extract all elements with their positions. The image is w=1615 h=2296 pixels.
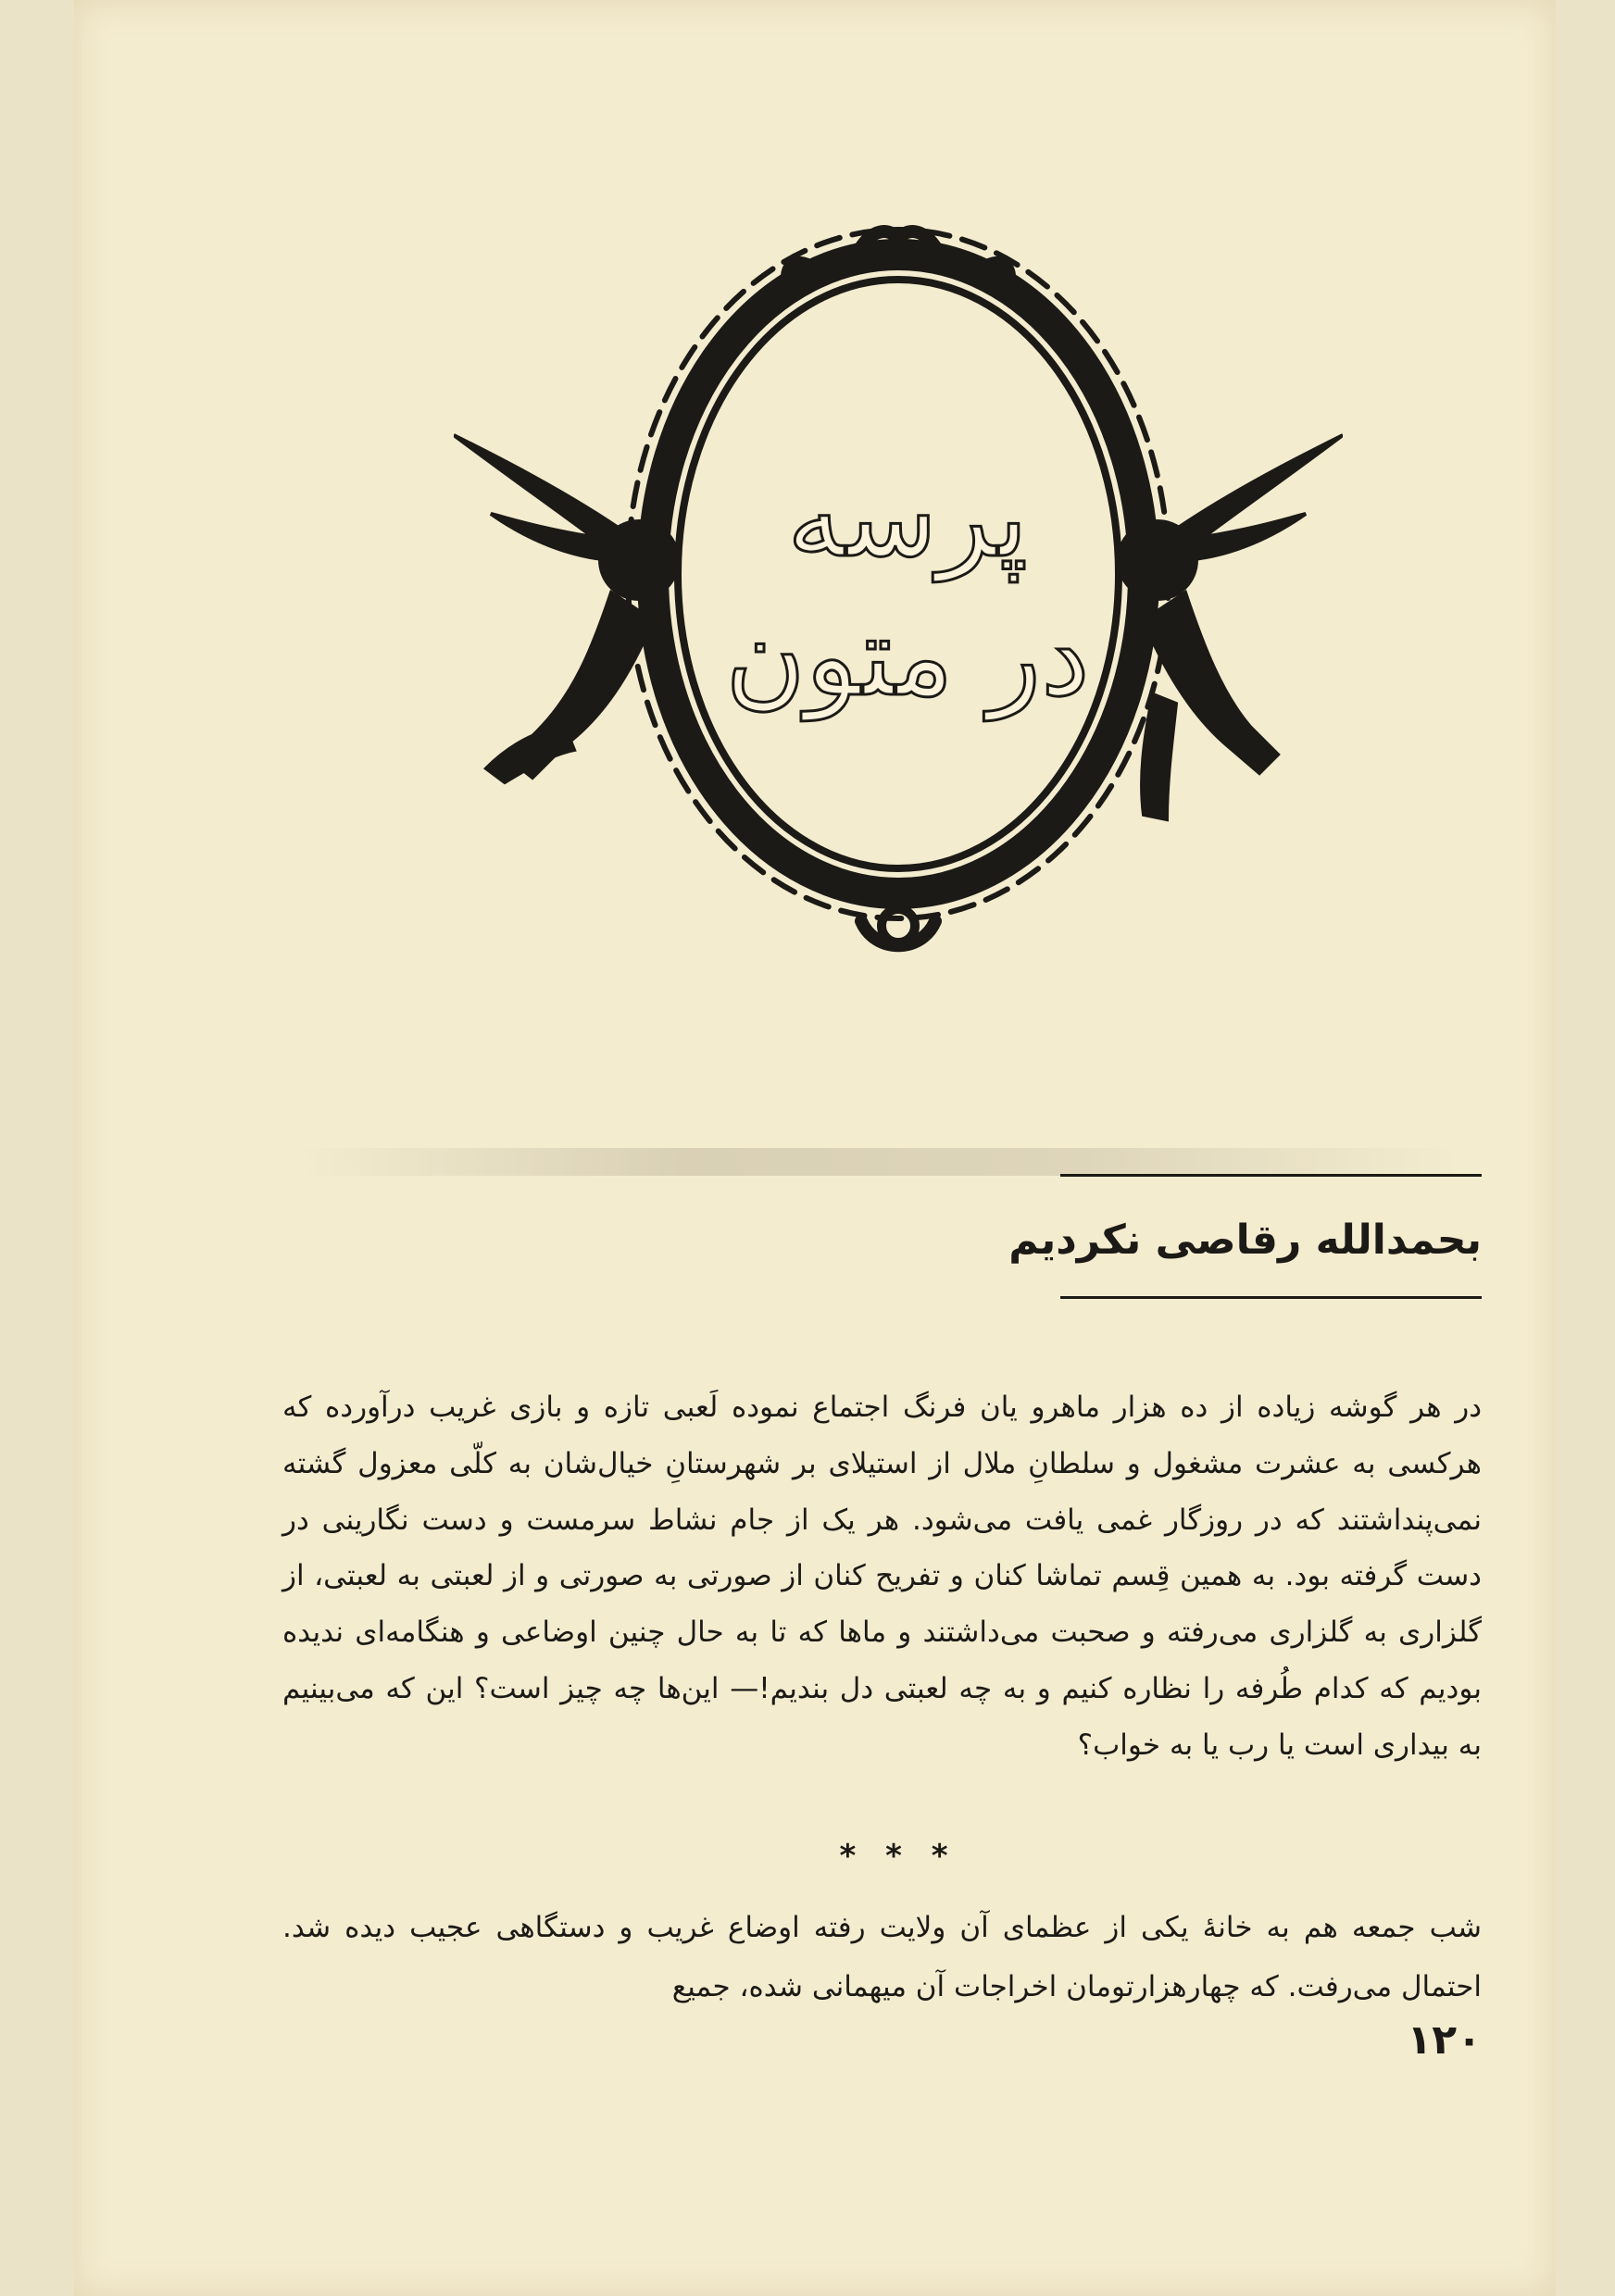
document-page [74,0,1556,2296]
page-number: ۱۲۰ [1407,2016,1482,2064]
paragraph-1: در هر گوشه زیاده از ده هزار ماهرو یان فرنگ اجتماع نموده لَعبی تازه و بازی غریب درآورده که هرکسی به عشرت مشغول و سلطانِ ملال از استیلای بر شهرستانِ خیال‌شان به کلّی معزول گشته نمی‌پنداشتند که در روزگار غمی یافت می‌شود. هر یک از جام نشاط سرمست و دست نگارینی در دست گرفته بود. به همین قِسم تماشا کنان و تفریح کنان از صورتی به صورتی و از لعبتی به لعبتی، از گلزاری به گلزاری می‌رفته و صحبت می‌داشتند و ماها که تا به حال چنین اوضاعی و هنگامه‌ای ندیده بودیم که کدام طُرفه را نظاره کنیم و به چه لعبتی دل بندیم!— این‌ها چه چیز است؟ این که می‌بینیم به بیداری است یا رب یا به خواب؟ [282,1391,1482,1762]
article-title: بحمدالله رقاصی نکردیم [1008,1217,1482,1264]
bleed-through-band [296,1148,1463,1176]
title-rule-top [1060,1174,1482,1177]
title-rule-bottom [1060,1296,1482,1299]
section-separator: * * * [839,1838,958,1875]
ornament-title-line-1: پرسه [786,454,1029,581]
paragraph-2: شب جمعه هم به خانهٔ یکی از عظمای آن ولایت رفته اوضاع غریب و دستگاهی عجیب دیده شد. احتمال می‌رفت. که چهارهزارتومان اخراجات آن میهمانی شده، جمیع [282,1911,1482,2003]
ornament-title-line-2: در متون [725,593,1090,720]
